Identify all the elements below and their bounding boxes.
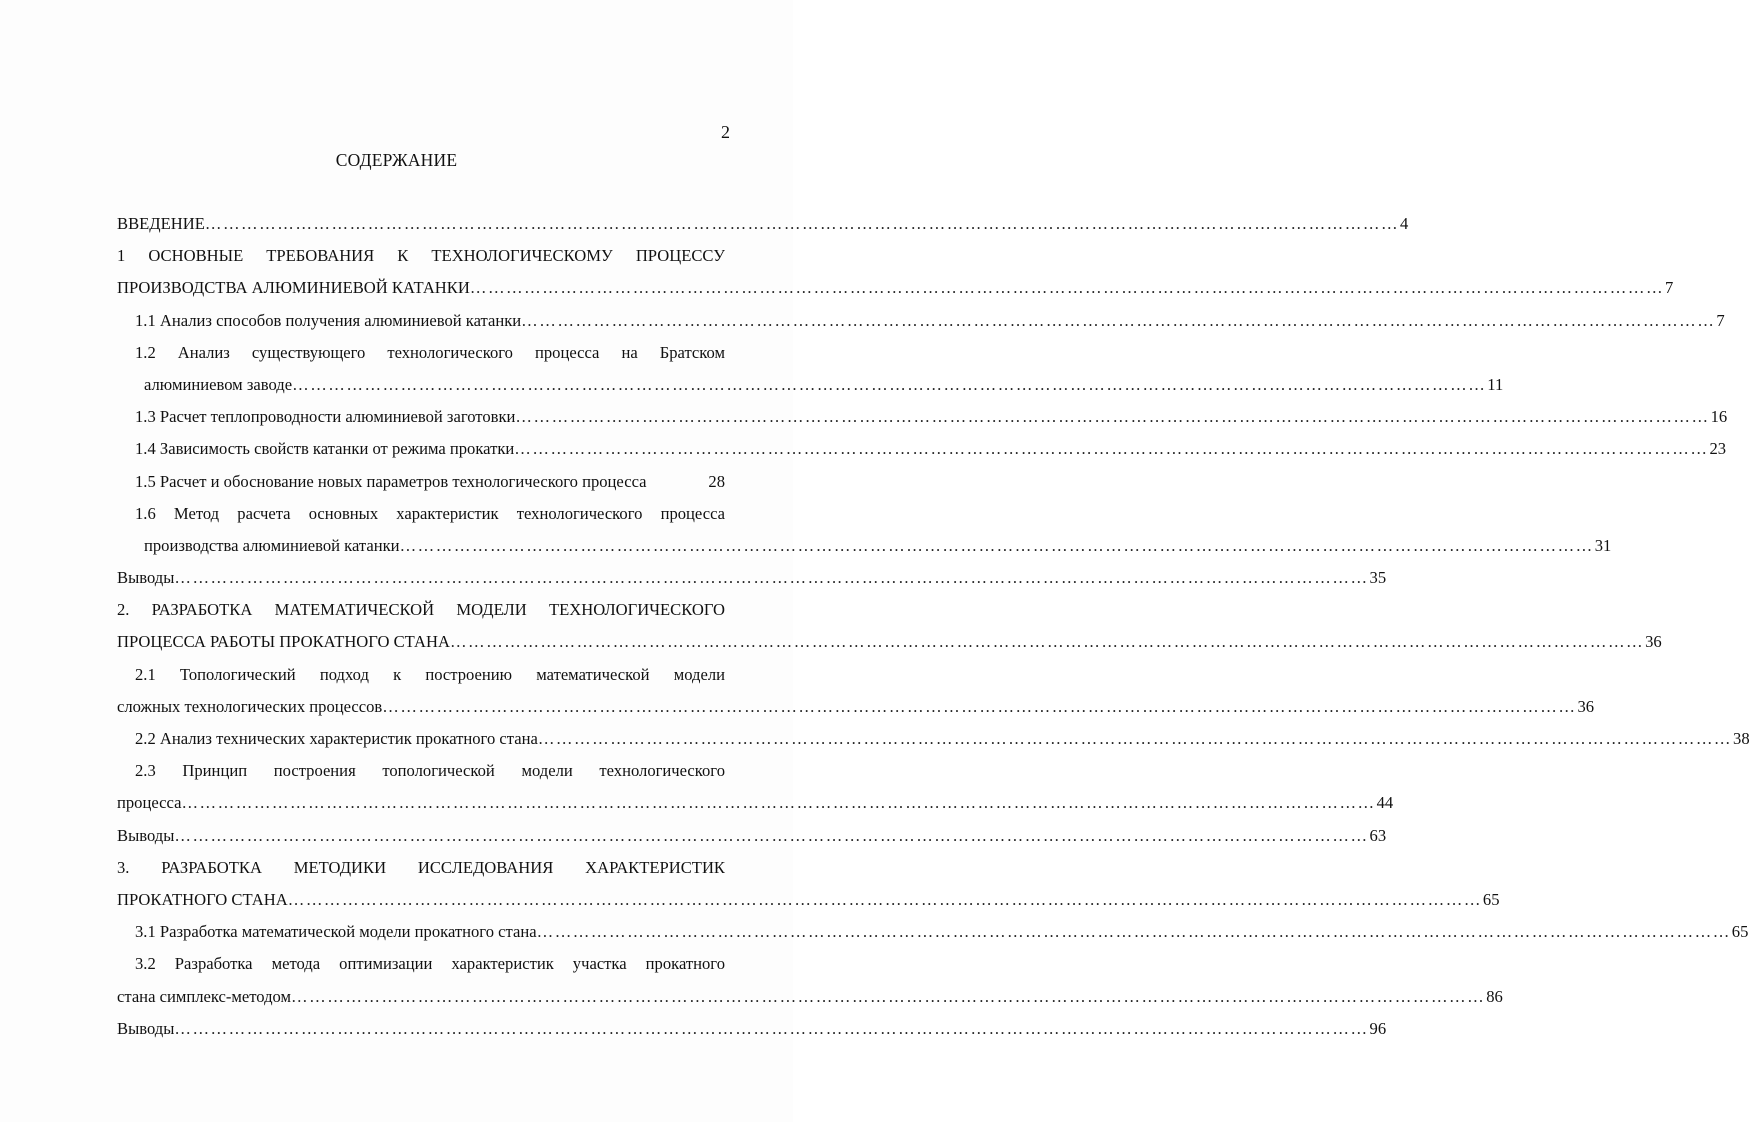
toc-chapter-3-line-2 [117, 884, 1500, 916]
toc-entry-text: Выводы [117, 825, 175, 845]
toc-entry-page: 35 [1369, 568, 1387, 588]
toc-entry-2-2 [117, 723, 1750, 755]
toc-entry-text: ВВЕДЕНИЕ [117, 214, 205, 233]
toc-entry-page: 63 [1369, 825, 1387, 845]
toc-entry-text: ПРОКАТНОГО СТАНА [117, 889, 288, 909]
toc-entry-3-2-line-1: 3.2 Разработка метода оптимизации характеристик участка прокатного [135, 954, 725, 974]
toc-entry-1-4 [117, 433, 1727, 465]
toc-entry-text: стана симплекс-методом [117, 986, 292, 1006]
leader-dots: ……………………………………………………………………………………………………………………………………………………………………………… [536, 922, 1731, 942]
toc-entry-1-6-line-1: 1.6 Метод расчета основных характеристик технологического процесса [135, 503, 725, 523]
leader-dots: ……………………………………………………………………………………………………………………………………………………………………………… [382, 696, 1577, 716]
toc-entry-page: 65 [1482, 889, 1500, 909]
toc-entry-3-2-line-2 [117, 981, 1503, 1013]
leader-dots: ……………………………………………………………………………………………………………………………………………………………………………… [291, 986, 1486, 1006]
toc-entry-page: 7 [1665, 278, 1674, 298]
toc-entry-1-2-line-2 [117, 369, 1504, 401]
table-of-contents [117, 208, 1750, 1045]
toc-entry-page: 16 [1710, 407, 1728, 427]
leader-dots: ……………………………………………………………………………………………………………………………………………………………………………… [174, 568, 1369, 588]
toc-entry-page: 44 [1376, 793, 1394, 813]
toc-chapter-1-line-1: 1 ОСНОВНЫЕ ТРЕБОВАНИЯ К ТЕХНОЛОГИЧЕСКОМУ ПРОЦЕССУ [117, 246, 725, 266]
toc-entry-text: производства алюминиевой катанки [144, 535, 400, 555]
leader-dots: ……………………………………………………………………………………………………………………………………………………………………………… [287, 889, 1482, 909]
toc-entry-2-1-line-2 [117, 691, 1595, 723]
toc-chapter-2-line-1: 2. РАЗРАБОТКА МАТЕМАТИЧЕСКОЙ МОДЕЛИ ТЕХНОЛОГИЧЕСКОГО [117, 600, 725, 620]
leader-dots: ……………………………………………………………………………………………………………………………………………………………………………… [174, 825, 1369, 845]
toc-entry-text: Выводы [117, 1018, 175, 1038]
leader-dots: ……………………………………………………………………………………………………………………………………………………………………………… [537, 729, 1733, 748]
toc-chapter-3-line-1: 3. РАЗРАБОТКА МЕТОДИКИ ИССЛЕДОВАНИЯ ХАРАКТЕРИСТИК [117, 857, 725, 877]
toc-entry-text: процесса [117, 793, 182, 813]
leader-dots: ……………………………………………………………………………………………………………………………………………………………………………… [174, 1018, 1369, 1038]
toc-entry-conclusions-1 [117, 562, 1387, 594]
leader-dots: ……………………………………………………………………………………………………………………………………………………………………………… [399, 535, 1594, 555]
toc-entry-page: 96 [1369, 1018, 1387, 1038]
page-number: 2 [721, 122, 730, 142]
toc-entry-page: 23 [1709, 439, 1727, 459]
toc-entry-conclusions-2 [117, 820, 1387, 852]
toc-entry-text: 1.1 Анализ способов получения алюминиевой катанки [135, 310, 522, 330]
toc-entry-page: 36 [1577, 696, 1595, 716]
leader-dots: ……………………………………………………………………………………………………………………………………………………………………………… [514, 439, 1709, 459]
toc-entry-text: Выводы [117, 568, 175, 588]
leader-dots: ……………………………………………………………………………………………………………………………………………………………………………… [515, 407, 1710, 427]
toc-entry-2-1-line-1: 2.1 Топологический подход к построению математической модели [135, 664, 725, 684]
toc-entry-1-1 [117, 305, 1725, 337]
toc-entry-conclusions-3 [117, 1013, 1387, 1045]
toc-chapter-2-line-2 [117, 626, 1662, 658]
toc-entry-1-2-line-1: 1.2 Анализ существующего технологического процесса на Братском [135, 342, 725, 362]
toc-entry-1-5 [117, 466, 725, 498]
leader-dots: ……………………………………………………………………………………………………………………………………………………………………………… [449, 632, 1645, 652]
toc-entry-text: алюминиевом заводе [144, 374, 293, 394]
toc-entry-text: 1.5 Расчет и обоснование новых параметров технологического процесса [135, 471, 647, 491]
toc-entry-page: 4 [1400, 214, 1409, 233]
toc-chapter-1-line-2 [117, 272, 1674, 304]
toc-entry-page: 86 [1486, 986, 1503, 1006]
leader-dots: ……………………………………………………………………………………………………………………………………………………………………………… [521, 310, 1716, 330]
toc-entry-page: 28 [708, 471, 725, 491]
toc-entry-page: 65 [1731, 922, 1749, 942]
toc-entry-2-3-line-1: 2.3 Принцип построения топологической модели технологического [135, 761, 725, 781]
toc-entry-page: 11 [1487, 374, 1504, 394]
toc-entry-page: 7 [1716, 310, 1725, 330]
toc-entry-intro [117, 208, 1409, 240]
toc-entry-text: 1.3 Расчет теплопроводности алюминиевой заготовки [135, 407, 516, 427]
toc-entry-text: ПРОИЗВОДСТВА АЛЮМИНИЕВОЙ КАТАНКИ [117, 278, 470, 298]
toc-entry-text: 3.1 Разработка математической модели прокатного стана [135, 922, 537, 942]
leader-dots: ……………………………………………………………………………………………………………………………………………………………………………… [181, 793, 1376, 813]
toc-entry-3-1 [117, 916, 1749, 948]
toc-entry-page: 36 [1645, 632, 1662, 652]
leader-dots: ……………………………………………………………………………………………………………………………………………………………………………… [469, 278, 1665, 298]
toc-entry-1-3 [117, 401, 1728, 433]
toc-entry-2-3-line-2 [117, 787, 1394, 819]
toc-entry-page: 31 [1594, 535, 1612, 555]
leader-dots: ……………………………………………………………………………………………………………………………………………………………………………… [292, 374, 1487, 394]
page-title: СОДЕРЖАНИЕ [335, 150, 458, 170]
toc-entry-text: ПРОЦЕССА РАБОТЫ ПРОКАТНОГО СТАНА [117, 632, 450, 652]
toc-entry-page: 38 [1733, 729, 1750, 748]
toc-entry-1-6-line-2 [117, 530, 1612, 562]
toc-entry-text: 1.4 Зависимость свойств катанки от режима прокатки [135, 439, 515, 459]
leader-dots: ……………………………………………………………………………………………………………………………………………………………………………… [204, 214, 1400, 233]
toc-entry-text: 2.2 Анализ технических характеристик прокатного стана [135, 729, 538, 748]
toc-entry-text: сложных технологических процессов [117, 696, 383, 716]
